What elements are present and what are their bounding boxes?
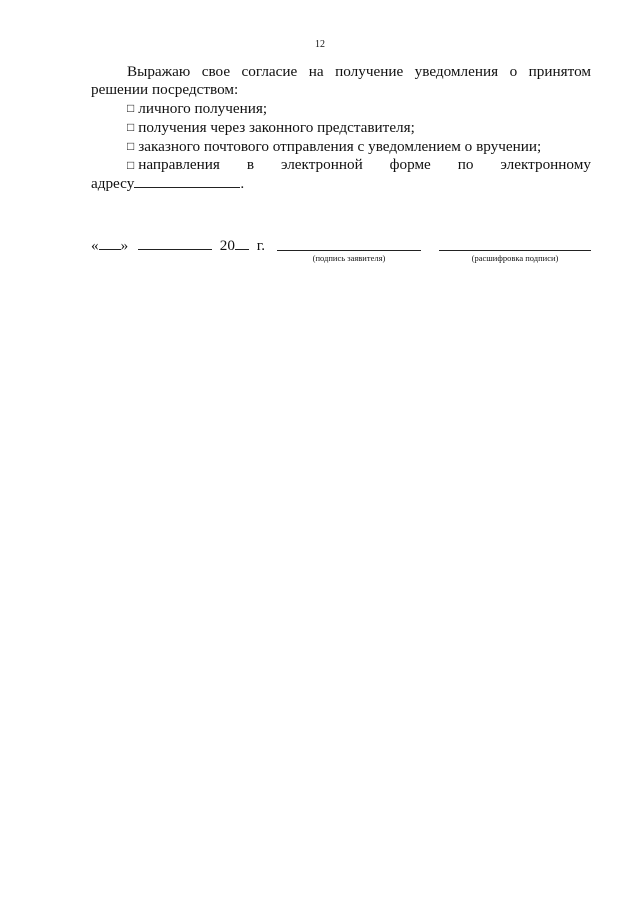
year-prefix: 20: [219, 237, 235, 254]
page-number: 12: [315, 39, 325, 50]
option-label: заказного почтового отправления с уведомлением о вручении;: [138, 138, 542, 155]
consent-block: [91, 63, 591, 193]
checkbox-icon[interactable]: □: [127, 139, 135, 153]
option-word: направления: [138, 156, 220, 173]
option-word: электронной: [280, 156, 363, 173]
option-electronic[interactable]: [91, 156, 591, 174]
consent-line-2: решении посредством:: [91, 81, 239, 98]
signature-decoding-caption: (расшифровка подписи): [471, 253, 559, 263]
electronic-address-field[interactable]: [134, 174, 240, 188]
option-legal-representative[interactable]: [91, 118, 591, 137]
checkbox-icon[interactable]: □: [127, 120, 135, 134]
address-end-punct: .: [240, 175, 245, 192]
applicant-signature-line[interactable]: [277, 250, 421, 251]
option-word: по: [457, 156, 474, 173]
option-word: электронному: [500, 156, 591, 173]
option-word: в: [246, 156, 255, 173]
year-suffix: г.: [256, 237, 266, 254]
month-field[interactable]: [138, 236, 212, 250]
checkbox-icon[interactable]: □: [127, 158, 135, 172]
checkbox-icon[interactable]: □: [127, 101, 135, 115]
electronic-address-line: [91, 174, 591, 193]
option-word: форме: [389, 156, 431, 173]
date-field-group: [91, 236, 265, 255]
option-label: личного получения;: [138, 100, 268, 117]
address-label: адресу: [91, 175, 135, 192]
signature-row: [91, 236, 591, 266]
signature-decoding-line[interactable]: [439, 250, 591, 251]
day-field[interactable]: [99, 236, 121, 250]
option-registered-mail[interactable]: [91, 137, 591, 156]
option-label: получения через законного представителя;: [138, 119, 415, 136]
close-quote: »: [120, 237, 129, 254]
consent-line-1: Выражаю свое согласие на получение уведомления о принятом: [127, 63, 591, 80]
open-quote: «: [91, 237, 99, 254]
option-personal-receipt[interactable]: [91, 99, 591, 118]
year-field[interactable]: [235, 236, 249, 250]
applicant-signature-caption: (подпись заявителя): [312, 253, 386, 263]
